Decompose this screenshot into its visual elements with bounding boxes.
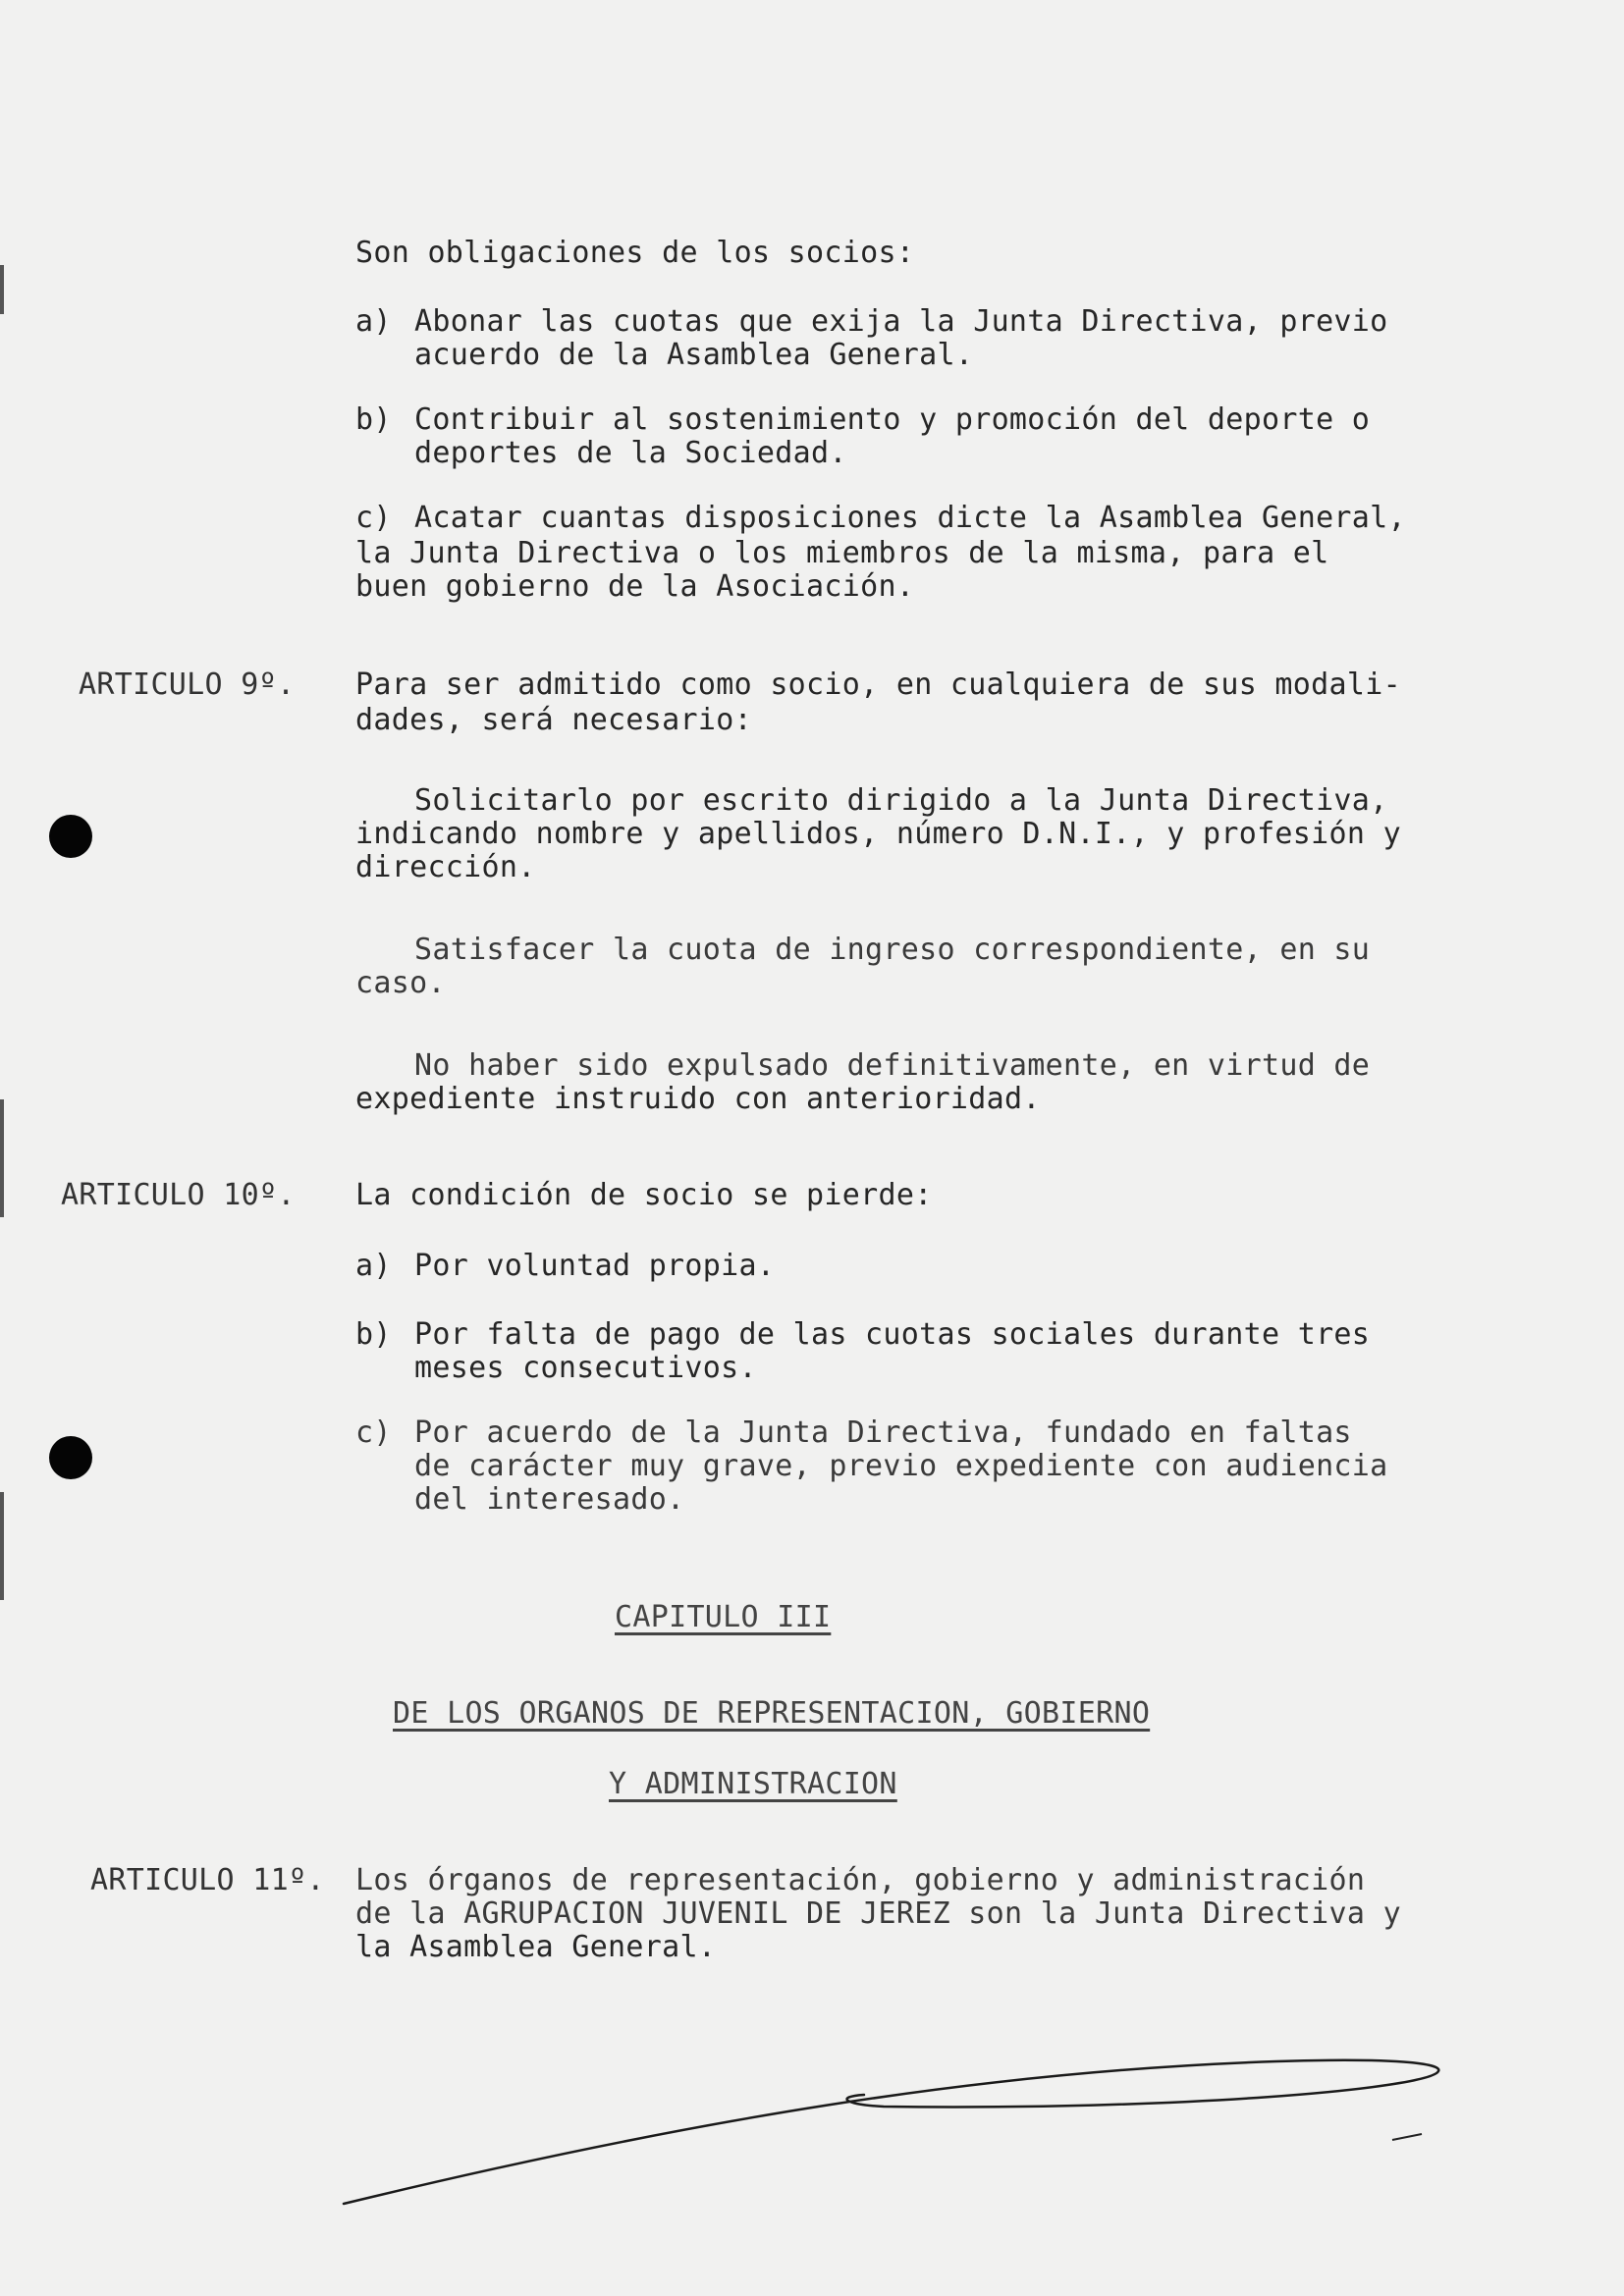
obligation-text: Abonar las cuotas que exija la Junta Directiva, previo [414,304,1388,339]
article-10-item: Por falta de pago de las cuotas sociales durante tres [414,1317,1371,1352]
requirement-text: expediente instruido con anterioridad. [355,1082,1041,1116]
article-10-label: ARTICULO 10º. [61,1178,296,1212]
chapter-subtitle: DE LOS ORGANOS DE REPRESENTACION, GOBIERNO [393,1696,1151,1731]
list-marker: c) [355,1415,392,1450]
article-11-text: Los órganos de representación, gobierno y administración [355,1863,1366,1897]
article-10-item: del interesado. [414,1482,685,1517]
obligation-text: Contribuir al sostenimiento y promoción del deporte o [414,402,1371,437]
requirement-text: caso. [355,966,446,1000]
article-11-label: ARTICULO 11º. [90,1863,325,1897]
article-9-label: ARTICULO 9º. [79,667,296,702]
article-10-item: Por voluntad propia. [414,1249,776,1283]
list-marker: b) [355,1317,392,1352]
list-marker: c) [355,501,392,535]
article-10-item: Por acuerdo de la Junta Directiva, fundado en faltas [414,1415,1352,1450]
chapter-subtitle: Y ADMINISTRACION [609,1767,897,1801]
article-10-item: de carácter muy grave, previo expediente con audiencia [414,1449,1388,1483]
requirement-text: Satisfacer la cuota de ingreso correspondiente, en su [414,933,1371,967]
list-marker: a) [355,304,392,339]
obligation-text: deportes de la Sociedad. [414,436,847,470]
requirement-text: dirección. [355,850,536,884]
obligation-text: la Junta Directiva o los miembros de la misma, para el [355,536,1329,570]
article-9-text: dades, será necesario: [355,703,752,737]
requirement-text: indicando nombre y apellidos, número D.N.I., y profesión y [355,817,1401,851]
article-9-text: Para ser admitido como socio, en cualquiera de sus modali- [355,667,1401,702]
list-marker: b) [355,402,392,437]
article-10-intro: La condición de socio se pierde: [355,1178,933,1212]
article-11-text: de la AGRUPACION JUVENIL DE JEREZ son la Junta Directiva y [355,1896,1401,1931]
obligation-text: Acatar cuantas disposiciones dicte la Asamblea General, [414,501,1406,535]
obligations-intro: Son obligaciones de los socios: [355,236,915,270]
obligation-text: buen gobierno de la Asociación. [355,569,915,604]
article-10-item: meses consecutivos. [414,1351,757,1385]
list-marker: a) [355,1249,392,1283]
obligation-text: acuerdo de la Asamblea General. [414,338,974,372]
chapter-title: CAPITULO III [615,1600,832,1634]
article-11-text: la Asamblea General. [355,1930,717,1964]
requirement-text: Solicitarlo por escrito dirigido a la Junta Directiva, [414,783,1388,818]
requirement-text: No haber sido expulsado definitivamente, en virtud de [414,1048,1371,1083]
